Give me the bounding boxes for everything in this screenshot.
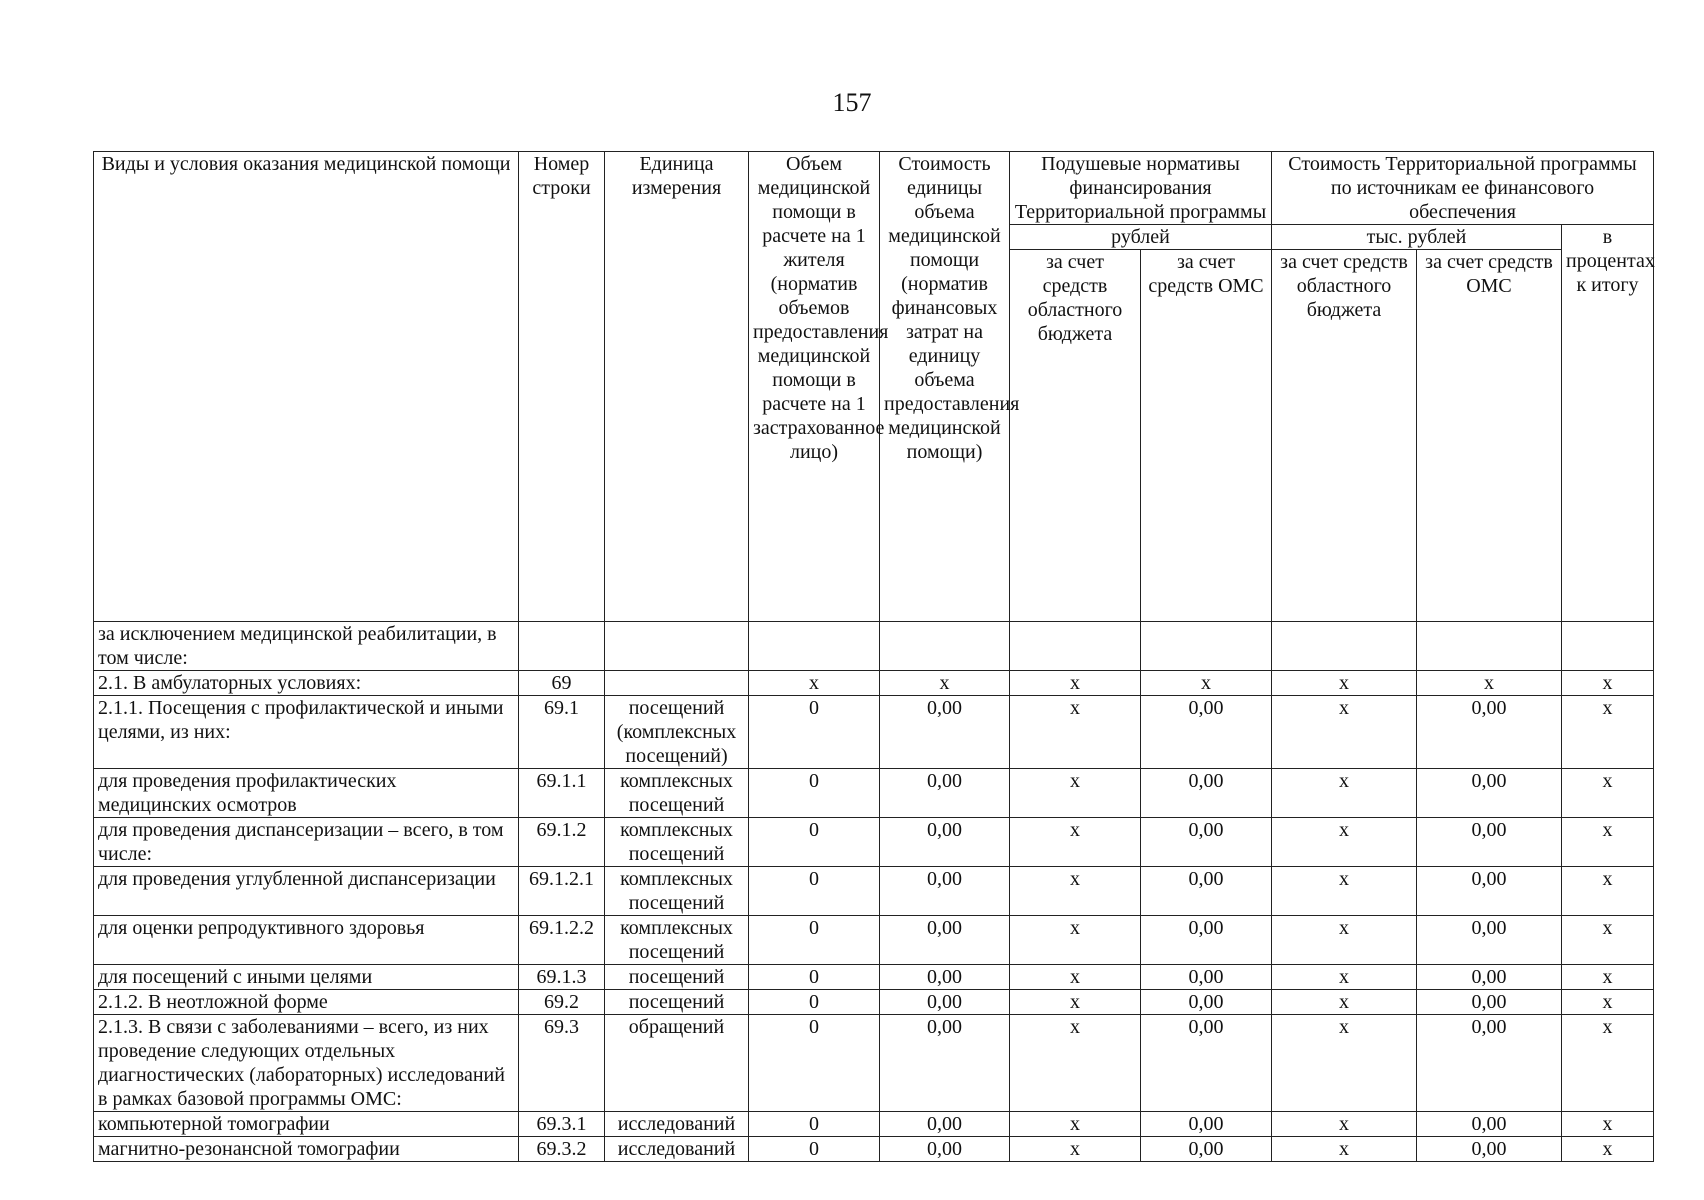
header-row-number: Номер строки <box>519 152 605 622</box>
row-program-cost-regional: x <box>1272 1137 1417 1162</box>
row-unit: обращений <box>605 1015 749 1112</box>
row-program-cost-regional: x <box>1272 818 1417 867</box>
row-program-cost-regional: x <box>1272 965 1417 990</box>
row-number: 69.1.1 <box>519 769 605 818</box>
header-regional-budget-2: за счет средств областного бюджета <box>1272 250 1417 622</box>
header-unit: Единица измерения <box>605 152 749 622</box>
row-cost: 0,00 <box>880 1112 1010 1137</box>
row-program-cost-oms: 0,00 <box>1417 1137 1562 1162</box>
row-volume: 0 <box>749 965 880 990</box>
header-oms-funds-2: за счет средств ОМС <box>1417 250 1562 622</box>
row-program-cost-oms <box>1417 622 1562 671</box>
header-program-cost: Стоимость Территориальной программы по источникам ее финансового обеспечения <box>1272 152 1654 225</box>
row-program-cost-regional: x <box>1272 1112 1417 1137</box>
table-row <box>94 1015 1654 1112</box>
header-oms-funds: за счет средств ОМС <box>1141 250 1272 622</box>
row-unit: посещений (комплексных посещений) <box>605 696 749 769</box>
row-per-capita-regional: x <box>1010 1112 1141 1137</box>
row-percent: x <box>1562 916 1654 965</box>
row-name: 2.1.1. Посещения с профилактической и иными целями, из них: <box>94 696 519 769</box>
row-number: 69.1 <box>519 696 605 769</box>
row-program-cost-regional: x <box>1272 867 1417 916</box>
table-row <box>94 867 1654 916</box>
table-row <box>94 1112 1654 1137</box>
row-unit: посещений <box>605 965 749 990</box>
table-row <box>94 916 1654 965</box>
row-cost: 0,00 <box>880 1015 1010 1112</box>
row-program-cost-oms: 0,00 <box>1417 990 1562 1015</box>
row-program-cost-oms: 0,00 <box>1417 818 1562 867</box>
table-row <box>94 769 1654 818</box>
row-name: компьютерной томографии <box>94 1112 519 1137</box>
row-volume: 0 <box>749 818 880 867</box>
row-program-cost-regional <box>1272 622 1417 671</box>
row-unit: исследований <box>605 1137 749 1162</box>
row-number: 69 <box>519 671 605 696</box>
row-percent: x <box>1562 965 1654 990</box>
row-per-capita-regional: x <box>1010 867 1141 916</box>
row-number: 69.3 <box>519 1015 605 1112</box>
header-percent: в процентах к итогу <box>1562 225 1654 622</box>
row-name: за исключением медицинской реабилитации, в том числе: <box>94 622 519 671</box>
row-name: для проведения диспансеризации – всего, в том числе: <box>94 818 519 867</box>
row-name: для оценки репродуктивного здоровья <box>94 916 519 965</box>
row-percent: x <box>1562 867 1654 916</box>
row-percent <box>1562 622 1654 671</box>
row-name: для проведения профилактических медицинских осмотров <box>94 769 519 818</box>
row-per-capita-oms: 0,00 <box>1141 696 1272 769</box>
row-cost: 0,00 <box>880 867 1010 916</box>
table-body <box>94 622 1654 1162</box>
row-name: 2.1.2. В неотложной форме <box>94 990 519 1015</box>
row-volume: 0 <box>749 867 880 916</box>
row-cost: 0,00 <box>880 965 1010 990</box>
row-name: 2.1.3. В связи с заболеваниями – всего, из них проведение следующих отдельных диагностических (лабораторных) исследований в рамках базовой программы ОМС: <box>94 1015 519 1112</box>
row-name: 2.1. В амбулаторных условиях: <box>94 671 519 696</box>
row-number: 69.2 <box>519 990 605 1015</box>
row-unit: комплексных посещений <box>605 818 749 867</box>
row-percent: x <box>1562 1112 1654 1137</box>
row-program-cost-oms: 0,00 <box>1417 1112 1562 1137</box>
row-unit <box>605 622 749 671</box>
table-row <box>94 818 1654 867</box>
row-unit: комплексных посещений <box>605 867 749 916</box>
header-regional-budget: за счет средств областного бюджета <box>1010 250 1141 622</box>
row-volume <box>749 622 880 671</box>
row-name: для посещений с иными целями <box>94 965 519 990</box>
row-per-capita-regional <box>1010 622 1141 671</box>
row-per-capita-oms: 0,00 <box>1141 990 1272 1015</box>
row-percent: x <box>1562 1137 1654 1162</box>
row-number: 69.3.1 <box>519 1112 605 1137</box>
row-percent: x <box>1562 769 1654 818</box>
row-per-capita-oms: 0,00 <box>1141 1137 1272 1162</box>
row-per-capita-regional: x <box>1010 818 1141 867</box>
row-program-cost-oms: 0,00 <box>1417 1015 1562 1112</box>
row-program-cost-regional: x <box>1272 1015 1417 1112</box>
row-cost: 0,00 <box>880 696 1010 769</box>
row-per-capita-regional: x <box>1010 990 1141 1015</box>
row-cost: x <box>880 671 1010 696</box>
row-volume: 0 <box>749 990 880 1015</box>
row-per-capita-regional: x <box>1010 671 1141 696</box>
row-volume: 0 <box>749 916 880 965</box>
row-unit: посещений <box>605 990 749 1015</box>
header-kind: Виды и условия оказания медицинской помощи <box>94 152 519 622</box>
row-program-cost-regional: x <box>1272 671 1417 696</box>
row-volume: 0 <box>749 1015 880 1112</box>
header-volume: Объем медицинской помощи в расчете на 1 жителя (норматив объемов предоставления медицинской помощи в расчете на 1 застрахованное лицо) <box>749 152 880 622</box>
row-volume: 0 <box>749 696 880 769</box>
header-cost: Стоимость единицы объема медицинской помощи (норматив финансовых затрат на единицу объема предоставления медицинской помощи) <box>880 152 1010 622</box>
row-number: 69.1.2.1 <box>519 867 605 916</box>
table-row <box>94 622 1654 671</box>
row-unit: исследований <box>605 1112 749 1137</box>
row-per-capita-regional: x <box>1010 1137 1141 1162</box>
row-per-capita-oms: 0,00 <box>1141 769 1272 818</box>
table-header <box>94 152 1654 622</box>
row-number: 69.1.2.2 <box>519 916 605 965</box>
row-per-capita-oms: x <box>1141 671 1272 696</box>
row-program-cost-oms: 0,00 <box>1417 916 1562 965</box>
page-number: 157 <box>832 88 872 117</box>
header-rubles: рублей <box>1010 225 1272 250</box>
row-cost: 0,00 <box>880 990 1010 1015</box>
row-percent: x <box>1562 696 1654 769</box>
row-name: для проведения углубленной диспансеризации <box>94 867 519 916</box>
row-program-cost-oms: 0,00 <box>1417 769 1562 818</box>
row-program-cost-regional: x <box>1272 916 1417 965</box>
row-program-cost-regional: x <box>1272 696 1417 769</box>
row-percent: x <box>1562 671 1654 696</box>
row-percent: x <box>1562 818 1654 867</box>
table-row <box>94 1137 1654 1162</box>
row-program-cost-oms: 0,00 <box>1417 867 1562 916</box>
table-row <box>94 990 1654 1015</box>
row-volume: 0 <box>749 1137 880 1162</box>
row-per-capita-oms: 0,00 <box>1141 916 1272 965</box>
row-cost: 0,00 <box>880 818 1010 867</box>
row-program-cost-oms: x <box>1417 671 1562 696</box>
row-cost: 0,00 <box>880 769 1010 818</box>
row-volume: 0 <box>749 769 880 818</box>
table-row <box>94 671 1654 696</box>
row-cost <box>880 622 1010 671</box>
row-per-capita-regional: x <box>1010 965 1141 990</box>
row-number: 69.1.2 <box>519 818 605 867</box>
row-program-cost-regional: x <box>1272 990 1417 1015</box>
row-per-capita-oms: 0,00 <box>1141 965 1272 990</box>
header-thousand-rubles: тыс. рублей <box>1272 225 1562 250</box>
header-per-capita: Подушевые нормативы финансирования Территориальной программы <box>1010 152 1272 225</box>
row-program-cost-oms: 0,00 <box>1417 965 1562 990</box>
row-per-capita-oms <box>1141 622 1272 671</box>
row-cost: 0,00 <box>880 1137 1010 1162</box>
financing-table <box>93 151 1654 1162</box>
row-per-capita-oms: 0,00 <box>1141 867 1272 916</box>
row-percent: x <box>1562 1015 1654 1112</box>
row-program-cost-regional: x <box>1272 769 1417 818</box>
table-row <box>94 965 1654 990</box>
row-per-capita-regional: x <box>1010 769 1141 818</box>
row-volume: x <box>749 671 880 696</box>
row-per-capita-oms: 0,00 <box>1141 818 1272 867</box>
row-name: магнитно-резонансной томографии <box>94 1137 519 1162</box>
row-unit: комплексных посещений <box>605 769 749 818</box>
row-per-capita-regional: x <box>1010 1015 1141 1112</box>
row-unit <box>605 671 749 696</box>
row-cost: 0,00 <box>880 916 1010 965</box>
table-row <box>94 696 1654 769</box>
row-unit: комплексных посещений <box>605 916 749 965</box>
row-number: 69.3.2 <box>519 1137 605 1162</box>
row-number: 69.1.3 <box>519 965 605 990</box>
row-number <box>519 622 605 671</box>
row-per-capita-oms: 0,00 <box>1141 1015 1272 1112</box>
row-per-capita-regional: x <box>1010 916 1141 965</box>
row-volume: 0 <box>749 1112 880 1137</box>
row-percent: x <box>1562 990 1654 1015</box>
row-per-capita-oms: 0,00 <box>1141 1112 1272 1137</box>
row-program-cost-oms: 0,00 <box>1417 696 1562 769</box>
row-per-capita-regional: x <box>1010 696 1141 769</box>
